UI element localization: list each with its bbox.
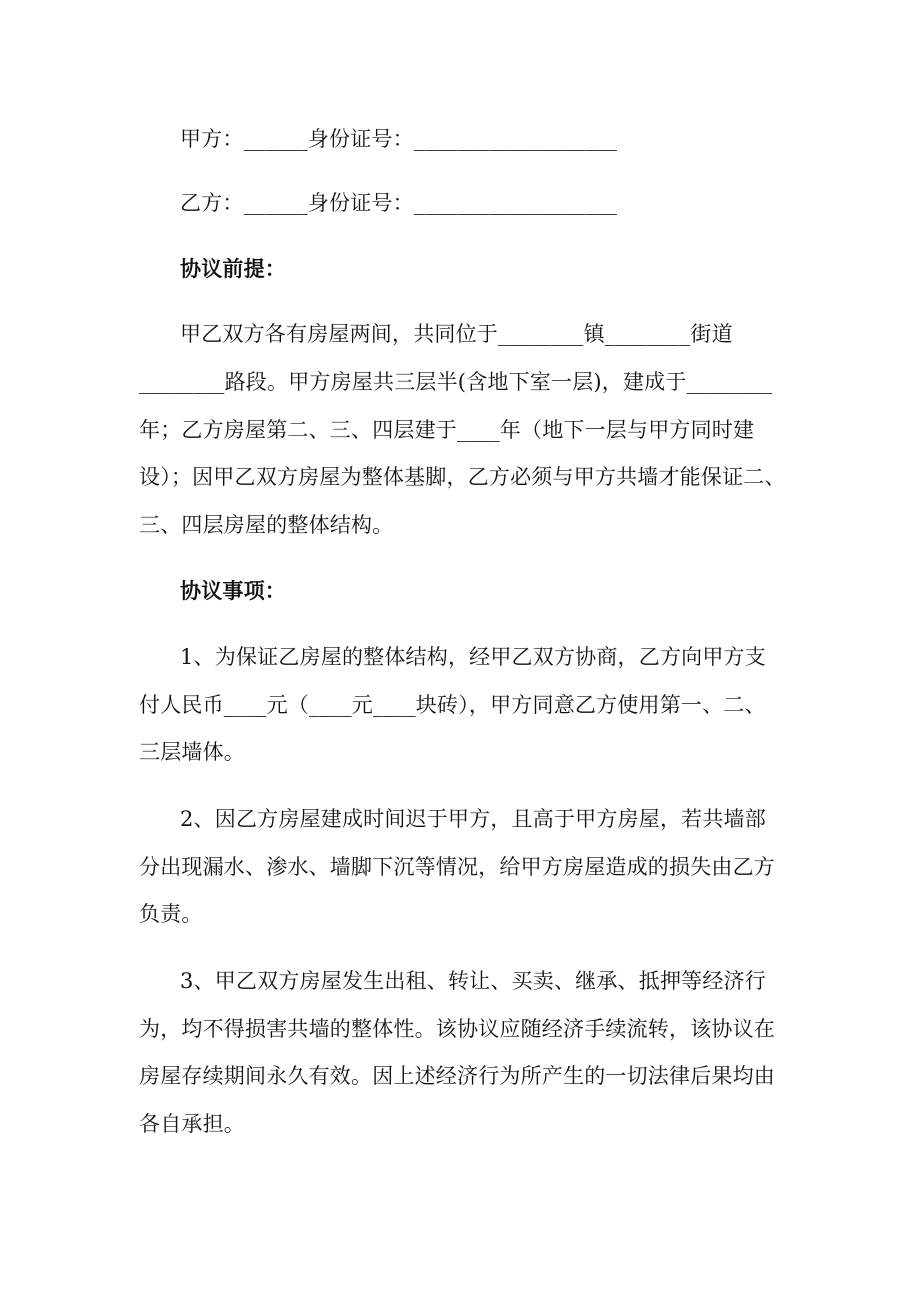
premise-line: 设）；因甲乙双方房屋为整体基脚，乙方必须与甲方共墙才能保证二、: [139, 465, 786, 489]
party-a-line: 甲方：______身份证号：___________________: [180, 127, 618, 151]
item-3-line: 为，均不得损害共墙的整体性。该协议应随经济手续流转，该协议在: [139, 1017, 775, 1041]
item-3-line: 各自承担。: [139, 1112, 245, 1136]
premise-heading: 协议前提：: [180, 256, 286, 281]
item-2-line: 负责。: [139, 902, 203, 926]
premise-line: 三、四层房屋的整体结构。: [139, 513, 394, 537]
item-2-line: 2、因乙方房屋建成时间迟于甲方，且高于甲方房屋，若共墙部: [180, 807, 766, 831]
premise-line: 年；乙方房屋第二、三、四层建于____年（地下一层与甲方同时建: [139, 418, 755, 442]
item-3-line: 房屋存续期间永久有效。因上述经济行为所产生的一切法律后果均由: [139, 1064, 775, 1088]
item-1-line: 付人民币____元（____元____块砖），甲方同意乙方使用第一、二、: [139, 693, 766, 717]
party-b-line: 乙方：______身份证号：___________________: [180, 191, 618, 215]
item-1-line: 1、为保证乙房屋的整体结构，经甲乙双方协商，乙方向甲方支: [180, 645, 766, 669]
items-heading: 协议事项：: [180, 578, 286, 603]
premise-line: ________路段。甲方房屋共三层半(含地下室一层)，建成于________: [139, 370, 773, 394]
item-3-line: 3、甲乙双方房屋发生出租、转让、买卖、继承、抵押等经济行: [180, 969, 766, 993]
item-2-line: 分出现漏水、渗水、墙脚下沉等情况，给甲方房屋造成的损失由乙方: [139, 855, 775, 879]
premise-line: 甲乙双方各有房屋两间，共同位于________镇________街道: [180, 322, 733, 346]
item-1-line: 三层墙体。: [139, 740, 245, 764]
